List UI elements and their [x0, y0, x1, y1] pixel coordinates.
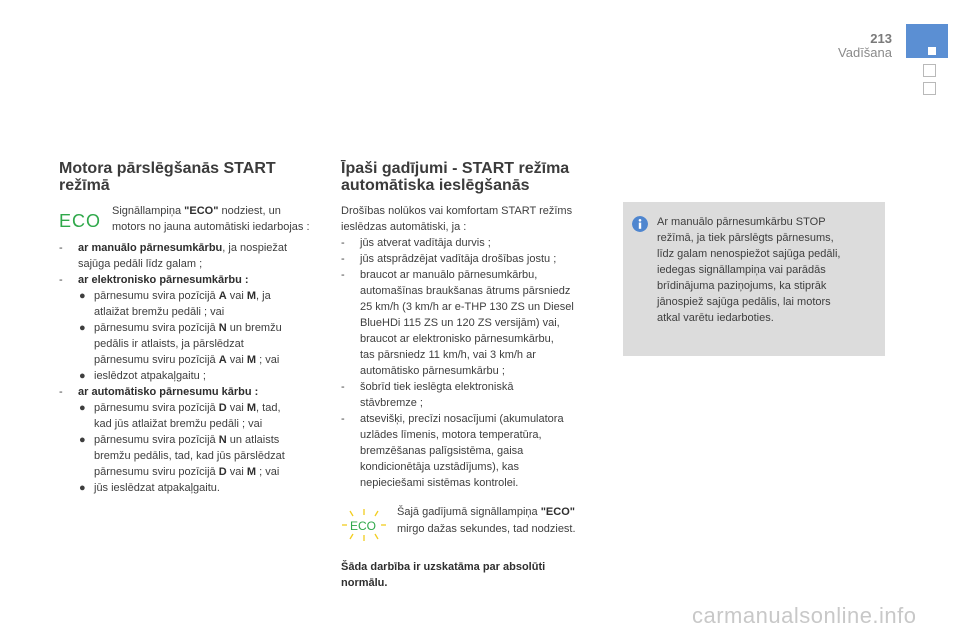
- list-item: - šobrīd tiek ieslēgta elektroniskā: [341, 381, 514, 393]
- page-number: 213: [870, 31, 892, 46]
- left-conditions-list: - ar manuālo pārnesumkārbu, ja nospiežat sajūga pedāli līdz galam ; - ar elektronisko pārnesumkārbu : ● pārnesumu svira pozīcijā A vai M, ja atlaižat bremžu pedāli ; vai ● pārnesumu svira pozīcijā N un bremžu pedālis ir atlaists, ja pārslēdzat pārnesumu sviru pozīcijā A vai M ; vai ● ieslēdzot atpakaļgaitu ; - ar automātisko pārnesumu kārbu : ● pārnesumu svira pozīcijā D vai M, tad, kad jūs atlaižat bremžu pedāli ; vai ● pārnesumu svira pozīcijā N un atlaists bremžu pedālis, tad, kad jūs pārslēdzat pārnesumu sviru pozīcijā D vai M ; vai ● jūs ieslēdzat atpakaļgaitu.: [59, 242, 288, 494]
- list-item: - ar automātisko pārnesumu kārbu :: [59, 386, 259, 398]
- middle-conditions-list: Drošības nolūkos vai komfortam START režīms ieslēdzas automātiski, ja : - jūs atverat vadītāja durvis ; - jūs atsprādzējat vadītāja drošības jostu ; - braucot ar manuālo pārnesumkārbu, automašīnas braukšanas ātrums pārsniedz 25 km/h (3 km/h ar e-THP 130 ZS un Diesel BlueHDi 115 ZS un 120 ZS versijām) vai, braucot ar elektronisko pārnesumkārbu, tas pārsniedz 11 km/h, vai 3 km/h ar automātisko pārnesumkārbu ; - šobrīd tiek ieslēgta elektroniskā stāvbremze ; - atsevišķi, precīzi nosacījumi (akumulatora uzlādes līmenis, motora temperatūra, bremzēšanas palīgsistēma, gaisa kondicionētāja uzstādījums), kas nepieciešami sistēmas kontrolei.: [341, 205, 574, 489]
- eco-blinking-icon: [342, 509, 386, 541]
- blink-note: Šajā gadījumā signāllampiņa "ECO" mirgo dažas sekundes, tad nodziest.: [397, 506, 576, 535]
- chapter-tab[interactable]: [923, 64, 936, 77]
- chapter-tab[interactable]: [923, 82, 936, 95]
- info-icon: [632, 216, 648, 232]
- list-item: - atsevišķi, precīzi nosacījumi (akumulatora: [341, 413, 564, 425]
- list-item: - braucot ar manuālo pārnesumkārbu,: [341, 269, 538, 281]
- list-item: ● jūs ieslēdzat atpakaļgaitu.: [79, 482, 220, 494]
- info-text: Ar manuālo pārnesumkārbu STOP režīmā, ja tiek pārslēgts pārnesums, līdz galam nenospiežot sajūga pedāli, iedegas signāllampiņa vai parādās brīdinājuma paziņojums, ka stiprāk jānospiež sajūga pedālis, lai motors atkal varētu iedarboties.: [657, 216, 841, 324]
- eco-indicator-icon: [58, 209, 102, 231]
- tab-marker-icon: [928, 47, 936, 55]
- list-item: ● pārnesumu svira pozīcijā D vai M, tad,: [79, 402, 281, 414]
- list-item: - ar manuālo pārnesumkārbu, ja nospiežat: [59, 242, 288, 254]
- list-item: - jūs atverat vadītāja durvis ;: [341, 237, 491, 249]
- list-item: ● pārnesumu svira pozīcijā A vai M, ja: [79, 290, 271, 302]
- left-intro: Signāllampiņa "ECO" nodziest, un motors no jauna automātiski iedarbojas :: [112, 205, 310, 233]
- final-statement: Šāda darbība ir uzskatāma par absolūti normālu.: [341, 561, 546, 589]
- eco-logo-text: ECO: [59, 211, 102, 231]
- list-item: ● pārnesumu svira pozīcijā N un bremžu: [79, 322, 282, 334]
- list-item: - ar elektronisko pārnesumkārbu :: [59, 274, 249, 286]
- list-item: ● ieslēdzot atpakaļgaitu ;: [79, 370, 206, 382]
- watermark: carmanualsonline.info: [692, 603, 917, 628]
- left-section-title: Motora pārslēgšanās START režīmā: [59, 160, 276, 194]
- info-box: [623, 202, 885, 356]
- middle-section-title: Īpaši gadījumi - START režīma automātiska ieslēgšanās: [341, 160, 570, 194]
- eco-blink-text: ECO: [350, 519, 377, 533]
- list-item: ● pārnesumu svira pozīcijā N un atlaists: [79, 434, 280, 446]
- list-item: - jūs atsprādzējat vadītāja drošības jostu ;: [341, 253, 557, 265]
- chapter-tab-active[interactable]: [906, 24, 948, 58]
- chapter-title: Vadīšana: [838, 45, 892, 60]
